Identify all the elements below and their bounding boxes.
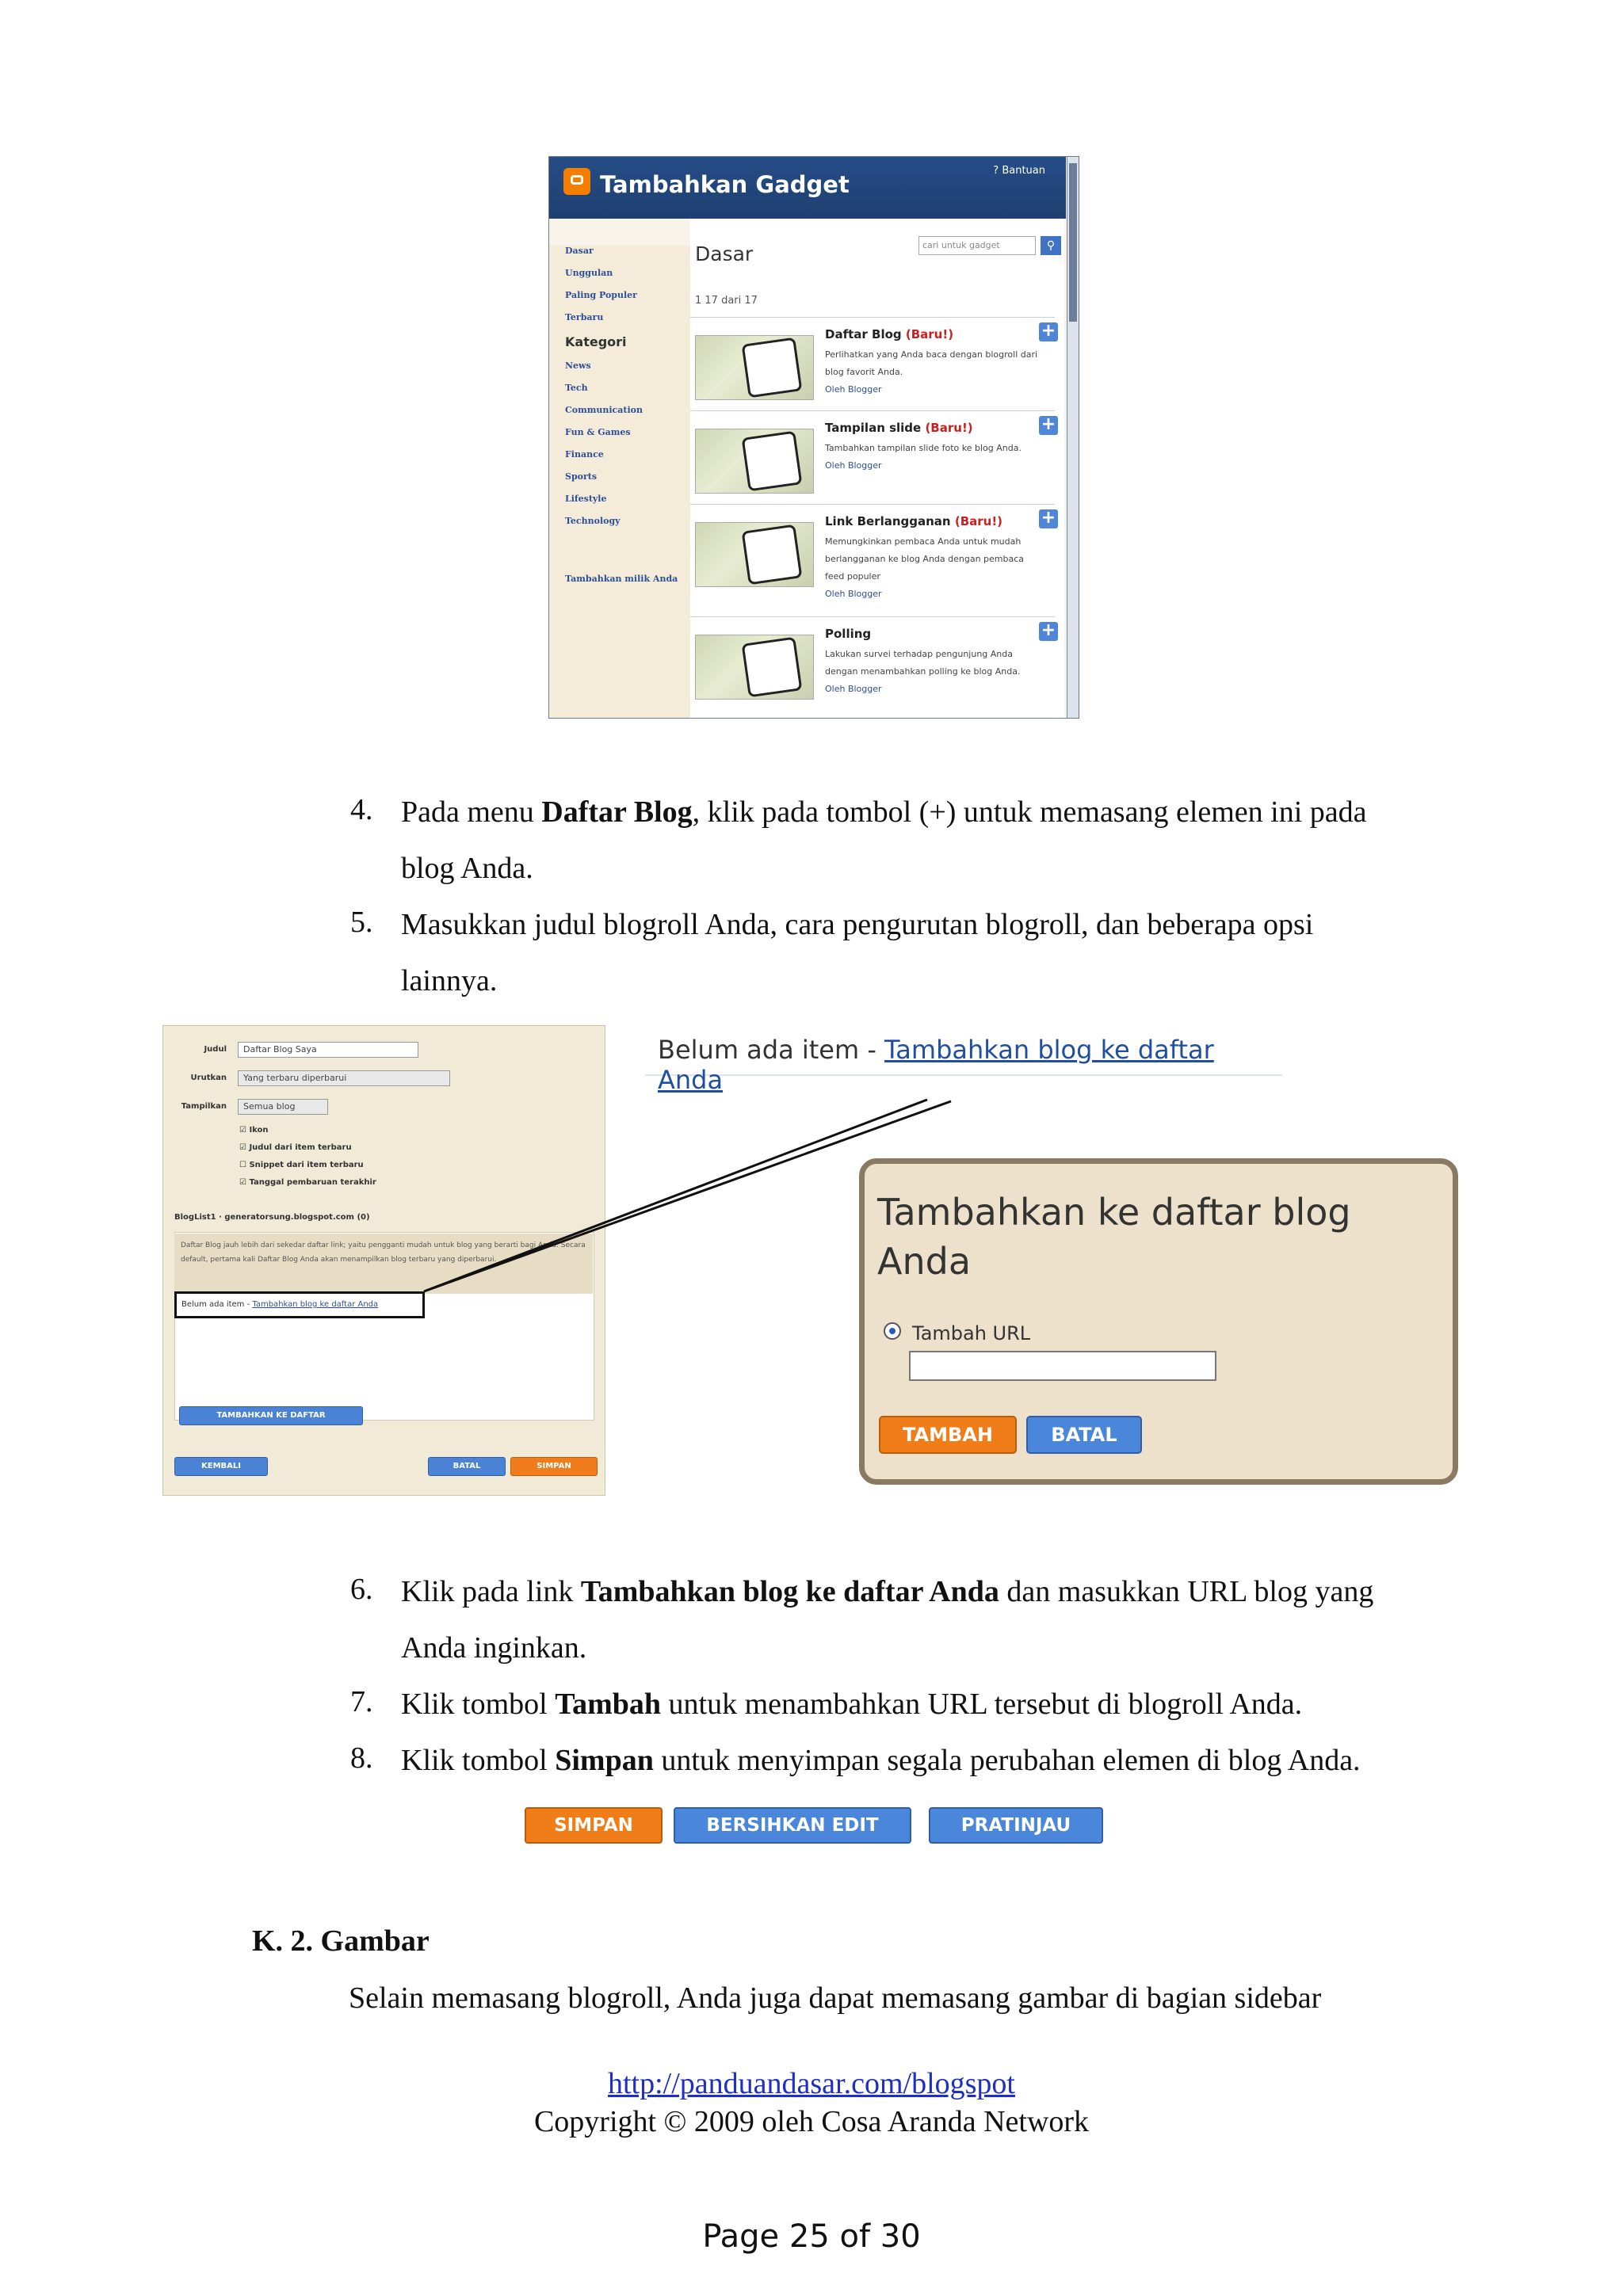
- gadget-item-desc: Tambahkan tampilan slide foto ke blog Anda.: [825, 443, 1022, 453]
- add-own-link[interactable]: Tambahkan milik Anda: [565, 574, 678, 584]
- new-badge: (Baru!): [925, 421, 973, 435]
- step-bold: Daftar Blog: [541, 795, 693, 829]
- save-button[interactable]: SIMPAN: [525, 1807, 663, 1844]
- category-finance[interactable]: Finance: [565, 449, 604, 460]
- dialog-title: Tambahkan ke daftar blog: [877, 1191, 1351, 1234]
- add-to-list-button[interactable]: TAMBAHKAN KE DAFTAR: [179, 1406, 363, 1425]
- category-technology[interactable]: Technology: [565, 516, 621, 526]
- save-button[interactable]: SIMPAN: [510, 1457, 598, 1476]
- step-continuation: blog Anda.: [401, 852, 533, 885]
- checkbox-ikon[interactable]: ☑ Ikon: [239, 1126, 269, 1135]
- step-number: 5.: [350, 906, 373, 939]
- section-text: Selain memasang blogroll, Anda juga dapat memasang gambar di bagian sidebar: [349, 1981, 1322, 2015]
- category-heading: Kategori: [565, 334, 627, 349]
- urutkan-select[interactable]: Yang terbaru diperbarui: [238, 1070, 450, 1086]
- bloglist-info: Daftar Blog jauh lebih dari sekedar daftar link; yaitu pengganti mudah untuk blog yang berarti bagi Anda. Secara default, pertama kali Daftar Blog Anda akan menampilkan blog terbaru yang diperbarui.: [174, 1234, 593, 1294]
- gadget-item-desc: Lakukan survei terhadap pengunjung Anda dengan menambahkan polling ke blog Anda.: [825, 649, 1021, 677]
- empty-prefix: Belum ada item -: [181, 1300, 253, 1309]
- add-blog-link[interactable]: Tambahkan blog ke daftar Anda: [252, 1300, 379, 1309]
- step-text: , klik pada tombol (+) untuk memasang elemen ini pada: [692, 795, 1367, 829]
- gadget-item-author[interactable]: Oleh Blogger: [825, 384, 882, 395]
- gadget-item-author[interactable]: Oleh Blogger: [825, 684, 882, 694]
- step-text: Klik tombol: [401, 1744, 556, 1777]
- step-continuation: Anda inginkan.: [401, 1631, 587, 1665]
- search-icon[interactable]: ⚲: [1041, 236, 1061, 255]
- empty-prefix: Belum ada item -: [658, 1035, 885, 1065]
- nav-item-unggulan[interactable]: Unggulan: [565, 268, 613, 278]
- dialog-title-cont: Anda: [877, 1240, 972, 1283]
- nav-item-populer[interactable]: Paling Populer: [565, 290, 637, 300]
- gadget-count: 1 17 dari 17: [695, 295, 758, 307]
- cancel-button[interactable]: BATAL: [1026, 1416, 1142, 1454]
- footer-copyright: Copyright © 2009 oleh Cosa Aranda Network: [533, 2105, 1090, 2138]
- step-text: Pada menu: [401, 795, 542, 829]
- checkbox-label: Judul dari item terbaru: [249, 1143, 352, 1152]
- step-number: 4.: [350, 793, 373, 826]
- gadget-item-author[interactable]: Oleh Blogger: [825, 589, 882, 599]
- step-text: Klik pada link: [401, 1575, 581, 1608]
- new-badge: (Baru!): [905, 327, 954, 341]
- gadget-title: Tambahkan Gadget: [600, 171, 850, 198]
- checkbox-label: Snippet dari item terbaru: [249, 1161, 364, 1169]
- step-number: 7.: [350, 1685, 373, 1718]
- section-heading: K. 2. Gambar: [252, 1924, 430, 1958]
- gadget-item-name: Daftar Blog: [825, 327, 902, 341]
- step-number: 6.: [350, 1573, 373, 1606]
- bloglist-id: BlogList1 · generatorsung.blogspot.com (0): [174, 1213, 370, 1222]
- add-gadget-button[interactable]: +: [1039, 416, 1058, 435]
- step-number: 8.: [350, 1741, 373, 1775]
- back-button[interactable]: KEMBALI: [174, 1457, 268, 1476]
- category-fun-games[interactable]: Fun & Games: [565, 427, 631, 437]
- checkbox-label: Ikon: [249, 1126, 269, 1135]
- gadget-search-input[interactable]: cari untuk gadget: [918, 236, 1036, 255]
- footer-link[interactable]: http://panduandasar.com/blogspot: [608, 2067, 1015, 2100]
- gadget-item-name: Polling: [825, 627, 872, 641]
- category-lifestyle[interactable]: Lifestyle: [565, 494, 607, 504]
- category-communication[interactable]: Communication: [565, 405, 643, 415]
- checkbox-tanggal[interactable]: ☑ Tanggal pembaruan terakhir: [239, 1178, 376, 1187]
- step-continuation: lainnya.: [401, 964, 498, 997]
- checkbox-judul[interactable]: ☑ Judul dari item terbaru: [239, 1143, 352, 1152]
- step-text: dan masukkan URL blog yang: [999, 1575, 1374, 1608]
- step-7: [350, 1676, 1476, 1733]
- footer-url-line: [0, 2066, 1623, 2101]
- add-url-radio[interactable]: [884, 1322, 901, 1340]
- step-bold: Tambah: [555, 1688, 662, 1721]
- help-link[interactable]: ? Bantuan: [993, 165, 1045, 177]
- judul-label: Judul: [204, 1045, 227, 1054]
- checkbox-label: Tanggal pembaruan terakhir: [249, 1178, 376, 1187]
- judul-input[interactable]: Daftar Blog Saya: [238, 1042, 418, 1058]
- gadget-section-title: Dasar: [695, 242, 754, 265]
- step-bold: Simpan: [555, 1744, 654, 1777]
- step-list-b: [350, 1564, 1476, 1789]
- tampilkan-label: Tampilkan: [181, 1102, 227, 1111]
- category-sports[interactable]: Sports: [565, 471, 598, 482]
- gadget-item-desc: Perlihatkan yang Anda baca dengan blogroll dari blog favorit Anda.: [825, 349, 1038, 377]
- urutkan-label: Urutkan: [190, 1074, 227, 1082]
- gadget-item-desc: Memungkinkan pembaca Anda untuk mudah berlangganan ke blog Anda dengan pembaca feed populer: [825, 536, 1025, 582]
- clear-edit-button[interactable]: BERSIHKAN EDIT: [674, 1807, 911, 1844]
- url-input[interactable]: [909, 1351, 1216, 1381]
- new-badge: (Baru!): [954, 514, 1003, 528]
- category-tech[interactable]: Tech: [565, 383, 588, 393]
- add-blog-dialog: [859, 1158, 1458, 1485]
- step-6: [350, 1564, 1476, 1676]
- step-text: Klik tombol: [401, 1688, 556, 1721]
- category-news[interactable]: News: [565, 360, 591, 371]
- add-url-label: Tambah URL: [912, 1322, 1031, 1344]
- nav-item-dasar[interactable]: Dasar: [565, 246, 594, 256]
- step-8: [350, 1733, 1476, 1789]
- gadget-item-name: Tampilan slide: [825, 421, 922, 435]
- add-blog-link[interactable]: Tambahkan blog ke daftar Anda: [658, 1035, 1214, 1095]
- tampilkan-select[interactable]: Semua blog: [238, 1099, 328, 1115]
- step-bold: Tambahkan blog ke daftar Anda: [580, 1575, 999, 1608]
- add-button[interactable]: TAMBAH: [879, 1416, 1017, 1454]
- nav-item-terbaru[interactable]: Terbaru: [565, 312, 604, 322]
- step-text: untuk menyimpan segala perubahan elemen di blog Anda.: [653, 1744, 1361, 1777]
- preview-button[interactable]: PRATINJAU: [929, 1807, 1103, 1844]
- page-number: Page 25 of 30: [702, 2218, 921, 2255]
- add-gadget-button[interactable]: +: [1039, 322, 1058, 341]
- cancel-button[interactable]: BATAL: [428, 1457, 506, 1476]
- gadget-item-name: Link Berlangganan: [825, 514, 951, 528]
- checkbox-snippet[interactable]: ☐ Snippet dari item terbaru: [239, 1161, 364, 1169]
- step-text: Masukkan judul blogroll Anda, cara pengurutan blogroll, dan beberapa opsi: [401, 908, 1314, 941]
- add-gadget-button[interactable]: +: [1039, 622, 1058, 641]
- gadget-item-author[interactable]: Oleh Blogger: [825, 460, 882, 471]
- step-text: untuk menambahkan URL tersebut di blogroll Anda.: [661, 1688, 1303, 1721]
- add-gadget-button[interactable]: +: [1039, 509, 1058, 528]
